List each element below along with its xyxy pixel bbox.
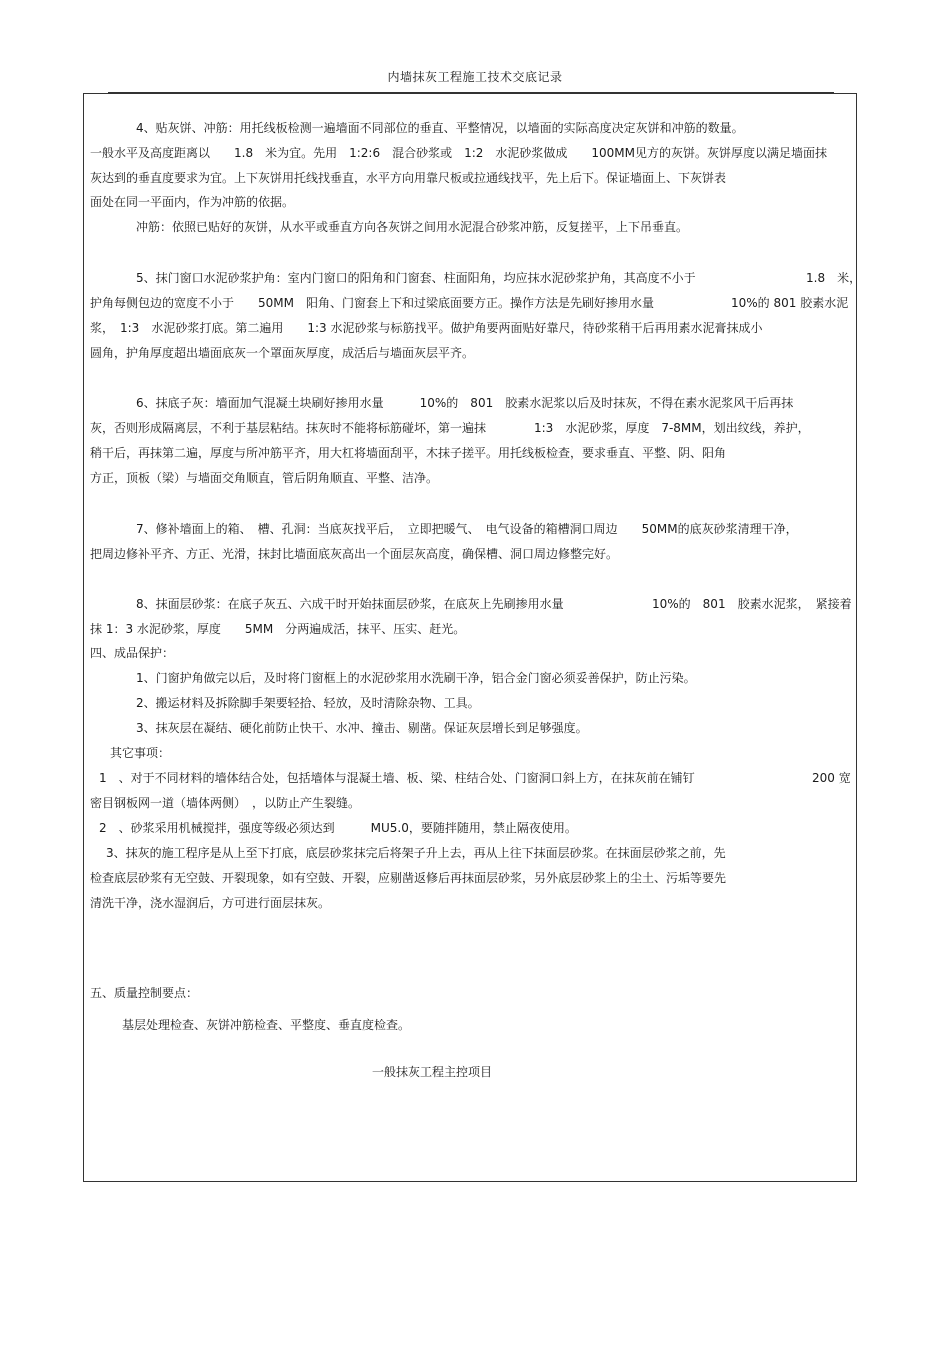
text-line: 10%的 801 胶素水泥浆， 紧接着 <box>652 597 852 611</box>
text-line: 把周边修补平齐、方正、光滑，抹封比墙面底灰高出一个面层灰高度，确保槽、洞口周边修整完好。 <box>90 547 619 561</box>
text-line: 冲筋：依照已贴好的灰饼，从水平或垂直方向各灰饼之间用水泥混合砂浆冲筋，反复搓平，上下吊垂直。 <box>136 220 689 234</box>
text-line: 一般水平及高度距离以 1.8 米为宜。先用 1:2:6 混合砂浆或 1:2 水泥砂浆做成 100MM见方的灰饼。灰饼厚度以满足墙面抹 <box>90 146 828 160</box>
text-line: 2 、砂浆采用机械搅拌，强度等级必须达到 MU5.0，要随拌随用，禁止隔夜使用。 <box>99 821 577 835</box>
text-line: 基层处理检查、灰饼冲筋检查、平整度、垂直度检查。 <box>122 1018 411 1032</box>
text-line: 5、抹门窗口水泥砂浆护角：室内门窗口的阳角和门窗套、柱面阳角，均应抹水泥砂浆护角，其高度不小于 <box>136 271 696 285</box>
text-line: 2、搬运材料及拆除脚手架要轻拾、轻放，及时清除杂物、工具。 <box>136 696 480 710</box>
text-line: 抹 1：3 水泥砂浆，厚度 5MM 分两遍成活，抹平、压实、赶光。 <box>90 622 466 636</box>
text-line: 10%的 801 胶素水泥 <box>731 296 849 310</box>
text-line: 4、贴灰饼、冲筋：用托线板检测一遍墙面不同部位的垂直、平整情况，以墙面的实际高度决定灰饼和冲筋的数量。 <box>136 121 744 135</box>
text-line: 密目钢板网一道（墙体两侧） ，以防止产生裂缝。 <box>90 796 361 810</box>
text-line: 灰达到的垂直度要求为宜。上下灰饼用托线找垂直，水平方向用靠尺板或拉通线找平，先上后下。保证墙面上、下灰饼表 <box>90 171 727 185</box>
text-line: 3、抹灰的施工程序是从上至下打底，底层砂浆抹完后将架子升上去，再从上往下抹面层砂浆。在抹面层砂浆之前，先 <box>106 846 726 860</box>
text-line: 1 、对于不同材料的墙体结合处，包括墙体与混凝土墙、板、梁、柱结合处、门窗洞口斜上方，在抹灰前在铺钉 <box>99 771 695 785</box>
section-heading: 其它事项： <box>110 746 171 760</box>
text-line: 方正，顶板（梁）与墙面交角顺直，管后阴角顺直、平整、洁净。 <box>90 471 439 485</box>
text-line: 面处在同一平面内，作为冲筋的依据。 <box>90 195 295 209</box>
text-line: 护角每侧包边的宽度不小于 50MM 阳角、门窗套上下和过梁底面要方正。操作方法是先刷好掺用水量 <box>90 296 654 310</box>
text-line: 200 宽 <box>812 771 851 785</box>
text-line: 3、抹灰层在凝结、硬化前防止快干、水冲、撞击、剔凿。保证灰层增长到足够强度。 <box>136 721 588 735</box>
text-line: 7、修补墙面上的箱、 槽、孔洞：当底灰找平后， 立即把暖气、 电气设备的箱槽洞口周边 50MM的底灰砂浆清理干净， <box>136 522 798 536</box>
section-heading: 四、成品保护： <box>90 646 175 660</box>
text-line: 1、门窗护角做完以后，及时将门窗框上的水泥砂浆用水洗刷干净，铝合金门窗必须妥善保护，防止污染。 <box>136 671 696 685</box>
section-heading: 五、质量控制要点： <box>90 986 199 1000</box>
text-line: 6、抹底子灰：墙面加气混凝土块刷好掺用水量 10%的 801 胶素水泥浆以后及时抹灰，不得在素水泥浆风干后再抹 <box>136 396 794 410</box>
text-line: 圆角，护角厚度超出墙面底灰一个罩面灰厚度，成活后与墙面灰层平齐。 <box>90 346 475 360</box>
text-line: 检查底层砂浆有无空鼓、开裂现象，如有空鼓、开裂，应剔凿返修后再抹面层砂浆，另外底层砂浆上的尘土、污垢等要先 <box>90 871 727 885</box>
text-line: 稍干后，再抹第二遍，厚度与所冲筋平齐，用大杠将墙面刮平，木抹子搓平。用托线板检查，要求垂直、平整、阴、阳角 <box>90 446 727 460</box>
text-line: 清洗干净，浇水湿润后，方可进行面层抹灰。 <box>90 896 331 910</box>
subheading: 一般抹灰工程主控项目 <box>372 1065 493 1079</box>
text-line: 1.8 米， <box>806 271 862 285</box>
text-line: 8、抹面层砂浆：在底子灰五、六成干时开始抹面层砂浆，在底灰上先刷掺用水量 <box>136 597 564 611</box>
page-title: 内墙抹灰工程施工技术交底记录 <box>387 70 563 84</box>
text-line: 灰，否则形成隔离层，不利于基层粘结。抹灰时不能将标筋碰坏，第一遍抹 1:3 水泥砂浆，厚度 7-8MM，划出纹线，养护， <box>90 421 810 435</box>
text-line: 浆， 1:3 水泥砂浆打底。第二遍用 1:3 水泥砂浆与标筋找平。做护角要两面贴好靠尺，待砂浆稍干后再用素水泥膏抹成小 <box>90 321 763 335</box>
